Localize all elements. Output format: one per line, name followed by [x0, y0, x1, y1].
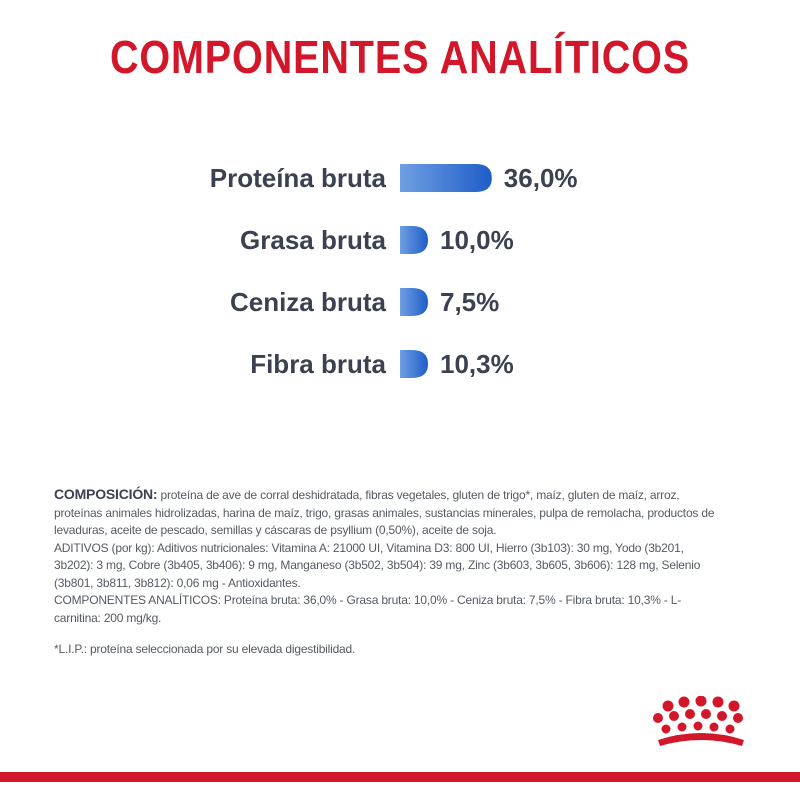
- composition-paragraph: [54, 486, 720, 540]
- bar: [400, 350, 428, 378]
- bottom-brand-bar: [0, 772, 800, 782]
- value-label: 36,0%: [503, 163, 578, 193]
- value-label: 10,3%: [440, 349, 514, 379]
- bar: [400, 288, 428, 316]
- category-label: Ceniza bruta: [229, 287, 386, 317]
- value-label: 10,0%: [440, 225, 514, 255]
- category-label: Grasa bruta: [240, 225, 386, 255]
- page-title: COMPONENTES ANALÍTICOS: [109, 31, 691, 83]
- bar: [400, 164, 492, 192]
- royal-canin-crown-icon: [646, 696, 756, 758]
- analytics-bar-chart: [0, 140, 800, 400]
- category-label: Fibra bruta: [250, 349, 386, 379]
- additives-text: ADITIVOS (por kg): Aditivos nutricionales: Vitamina A: 21000 UI, Vitamina D3: 800 UI, Hierro (3b103): 30 mg, Yodo (3b201, 3b202): 3 mg, Cobre (3b405, 3b406): 9 mg, Manganeso (3b502, 3b504): 39 mg, Zinc (3b603, 3b605, 3b606): 128 mg, Selenio (3b801, 3b811, 3b812): 0,06 mg - Antioxidantes.: [54, 540, 701, 590]
- composition-heading: COMPOSICIÓN:: [54, 486, 158, 502]
- value-label: 7,5%: [440, 287, 500, 317]
- analytical-text: COMPONENTES ANALÍTICOS: Proteína bruta: 36,0% - Grasa bruta: 10,0% - Ceniza bruta: 7,5% - Fibra bruta: 10,3% - L-carnitina: 200 mg/kg.: [54, 593, 681, 625]
- composition-text: proteína de ave de corral deshidratada, fibras vegetales, gluten de trigo*, maíz, gluten de maíz, arroz, proteínas animales hidrolizadas, harina de maíz, trigo, grasas animales, sustancias minerales, pulpa de remolacha, productos de levaduras, aceite de pescado, semillas y cáscaras de psyllium (0,50%), aceite de soja.: [54, 488, 715, 537]
- bar: [400, 226, 428, 254]
- composition-block: [54, 486, 720, 659]
- footnote-text: *L.I.P.: proteína seleccionada por su elevada digestibilidad.: [54, 642, 356, 656]
- category-label: Proteína bruta: [209, 163, 386, 193]
